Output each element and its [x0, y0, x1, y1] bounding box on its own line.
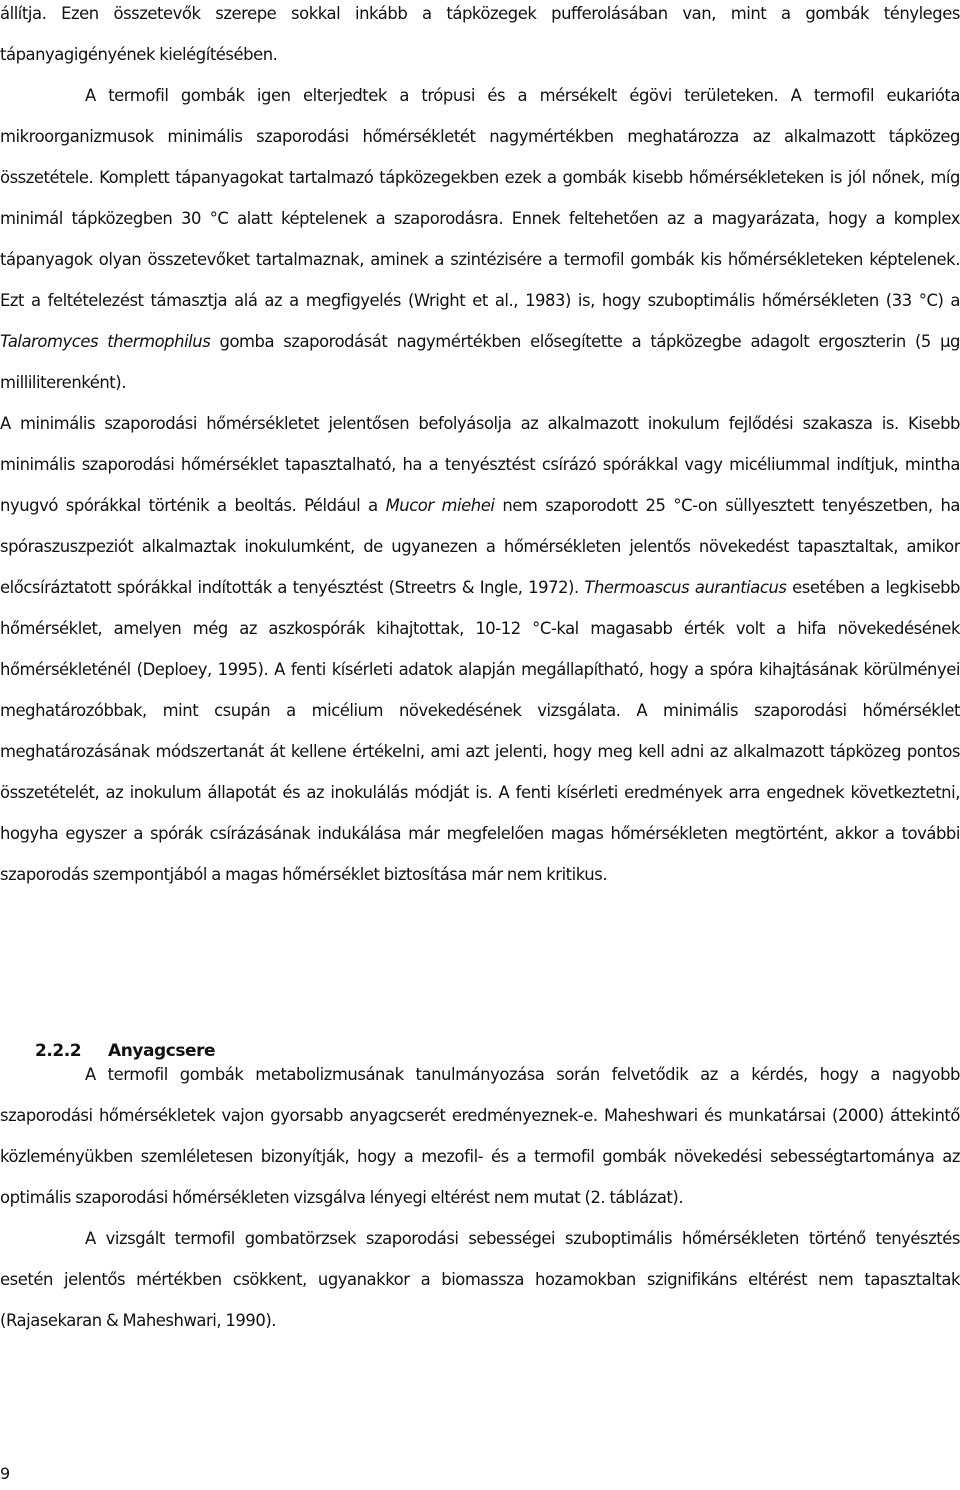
paragraph [0, 403, 960, 895]
text-run: A termofil gombák metabolizmusának tanulmányozása során felvetődik az a kérdés, hogy a nagyobb szaporodási hőmérsékletek vajon gyorsabb anyagcserét eredményeznek-e. Maheshwari és munkatársai (2000) áttekintő közleményükben szemléletesen bizonyítják, hogy a mezofil- és a termofil gombák növekedési sebességtartománya az optimális szaporodási hőmérsékleten vizsgálva lényegi eltérést nem mutat (2. táblázat). [0, 1065, 960, 1207]
paragraph [0, 1054, 960, 1218]
section-number: 2.2.2 [35, 1041, 82, 1061]
text-run: állítja. Ezen összetevők szerepe sokkal inkább a tápközegek pufferolásában van, mint a gombák tényleges tápanyagigényének kielégítésében. [0, 4, 960, 64]
page-number: 9 [0, 1464, 10, 1483]
paragraph [0, 75, 960, 403]
section-title: Anyagcsere [108, 1041, 216, 1061]
text-block-lower [0, 1054, 960, 1341]
text-run: A vizsgált termofil gombatörzsek szaporodási sebességei szuboptimális hőmérsékleten történő tenyésztés esetén jelentős mértékben csökkent, ugyanakkor a biomassza hozamokban szignifikáns eltérést nem tapasztaltak (Rajasekaran & Maheshwari, 1990). [0, 1229, 960, 1330]
text-run: A minimális szaporodási hőmérsékletet jelentősen befolyásolja az alkalmazott inokulum fejlődési szakasza is. Kisebb minimális szaporodási hőmérséklet tapasztalható, ha a tenyésztést csírázó spórákkal vagy micéliummal indítjuk, mintha nyugvó spórákkal történik a beoltás. Például a [0, 414, 960, 515]
paragraph [0, 1218, 960, 1341]
italic-species-name: Thermoascus aurantiacus [584, 578, 787, 597]
text-run: esetében a legkisebb hőmérséklet, amelyen még az aszkospórák kihajtottak, 10-12 °C-kal magasabb érték volt a hifa növekedésének hőmérsékleténél (Deploey, 1995). A fenti kísérleti adatok alapján megállapítható, hogy a spóra kihajtásának körülményei meghatározóbbak, mint csupán a micélium növekedésének vizsgálata. A minimális szaporodási hőmérséklet meghatározásának módszertanát át kellene értékelni, ami azt jelenti, hogy meg kell adni az alkalmazott tápközeg pontos összetételét, az inokulum állapotát és az inokulálás módját is. A fenti kísérleti eredmények arra engednek következtetni, hogyha egyszer a spórák csírázásának indukálása már megfelelően magas hőmérsékleten megtörtént, akkor a további szaporodás szempontjából a magas hőmérséklet biztosítása már nem kritikus. [0, 578, 960, 884]
italic-species-name: Mucor miehei [385, 496, 495, 515]
text-run: nem szaporodott 25 °C-on süllyesztett tenyészetben, ha spóraszuszpeziót alkalmaztak inokulumként, de ugyanezen a hőmérsékleten jelentős növekedést tapasztaltak, amikor előcsíráztatott spórákkal indították a tenyésztést (Streetrs & Ingle, 1972). [0, 496, 960, 597]
paragraph [0, 0, 960, 75]
italic-species-name: Talaromyces thermophilus [0, 332, 211, 351]
text-run: A termofil gombák igen elterjedtek a trópusi és a mérsékelt égövi területeken. A termofil eukarióta mikroorganizmusok minimális szaporodási hőmérsékletét nagymértékben meghatározza az alkalmazott tápközeg összetétele. Komplett tápanyagokat tartalmazó tápközegekben ezek a gombák kisebb hőmérsékleteken is jól nőnek, míg minimál tápközegben 30 °C alatt képtelenek a szaporodásra. Ennek feltehetően az a magyarázata, hogy a komplex tápanyagok olyan összetevőket tartalmaznak, aminek a szintézisére a termofil gombák kis hőmérsékleteken képtelenek. Ezt a feltételezést támasztja alá az a megfigyelés (Wright et al., 1983) is, hogy szuboptimális hőmérsékleten (33 °C) a [0, 86, 960, 310]
text-run: gomba szaporodását nagymértékben elősegítette a tápközegbe adagolt ergoszterin (5 µg milliliterenként). [0, 332, 960, 392]
